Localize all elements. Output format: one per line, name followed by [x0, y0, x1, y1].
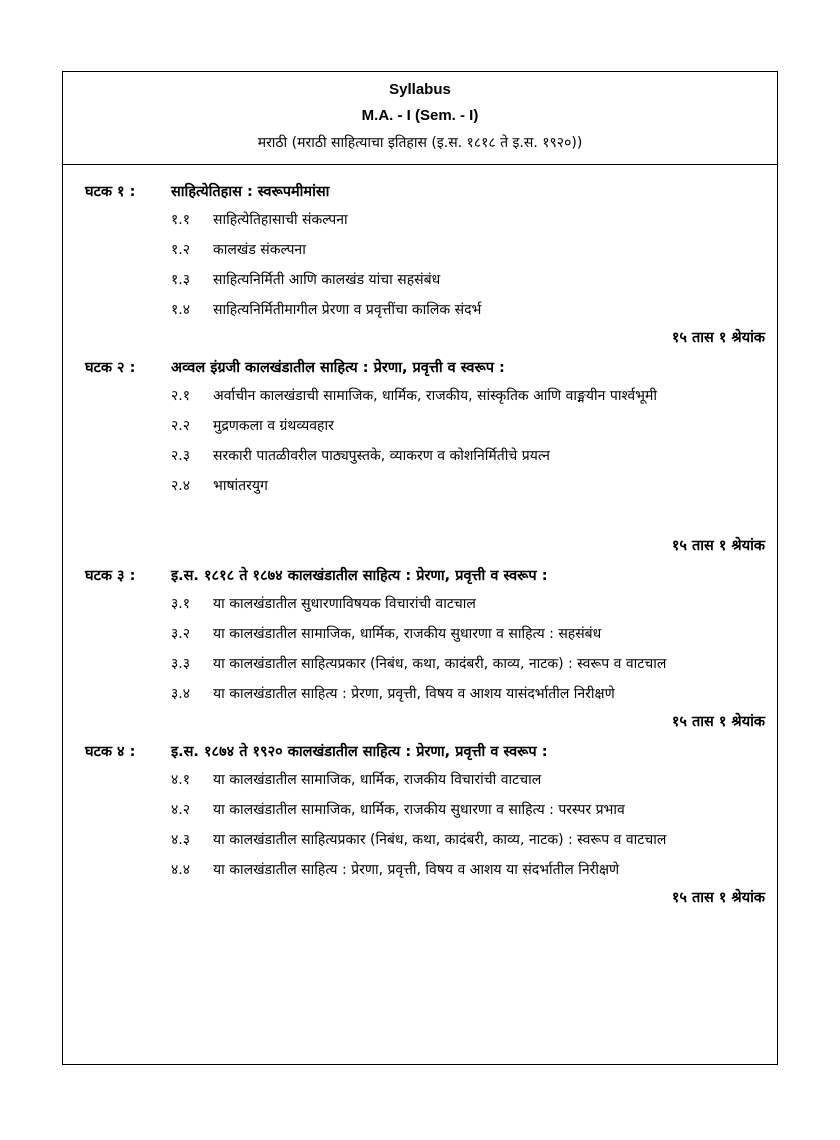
topic-item — [171, 295, 767, 325]
unit-2 — [85, 355, 767, 559]
topic-number: ३.३ — [171, 656, 191, 672]
course-name: M.A. - I (Sem. - I) — [361, 107, 479, 124]
unit-heading — [85, 739, 767, 765]
unit-title: इ.स. १८७४ ते १९२० कालखंडातील साहित्य : प्रेरणा, प्रवृत्ती व स्वरूप : — [171, 744, 548, 760]
topic-number: ३.४ — [171, 686, 191, 702]
unit-heading — [85, 179, 767, 205]
unit-label: घटक १ : — [85, 184, 136, 200]
topic-text: साहित्यनिर्मिती आणि कालखंड यांचा सहसंबंध — [213, 272, 441, 288]
topic-number: ४.२ — [171, 802, 191, 818]
topic-text: या कालखंडातील सामाजिक, धार्मिक, राजकीय सुधारणा व साहित्य : परस्पर प्रभाव — [213, 802, 625, 818]
topic-text: सरकारी पातळीवरील पाठ्यपुस्तके, व्याकरण व कोशनिर्मितीचे प्रयत्न — [213, 448, 550, 464]
unit-4 — [85, 739, 767, 911]
unit-credits: १५ तास १ श्रेयांक — [671, 330, 765, 346]
topic-text: या कालखंडातील सामाजिक, धार्मिक, राजकीय सुधारणा व साहित्य : सहसंबंध — [213, 626, 602, 642]
unit-title: इ.स. १८१८ ते १८७४ कालखंडातील साहित्य : प्रेरणा, प्रवृत्ती व स्वरूप : — [171, 568, 548, 584]
topic-item — [171, 235, 767, 265]
topic-item — [171, 589, 767, 619]
topic-number: २.१ — [171, 388, 191, 404]
topic-text: या कालखंडातील साहित्य : प्रेरणा, प्रवृत्ती, विषय व आशय यासंदर्भातील निरीक्षणे — [213, 686, 615, 702]
topic-item — [171, 679, 767, 709]
topic-number: २.३ — [171, 448, 191, 464]
spacer — [85, 501, 767, 533]
topic-number: ४.१ — [171, 772, 191, 788]
topic-text: मुद्रणकला व ग्रंथव्यवहार — [213, 418, 334, 434]
topic-item — [171, 765, 767, 795]
topic-text: कालखंड संकल्पना — [213, 242, 306, 258]
topic-item — [171, 619, 767, 649]
topic-item — [171, 265, 767, 295]
topic-item — [171, 411, 767, 441]
topic-item — [171, 441, 767, 471]
topic-number: ४.३ — [171, 832, 191, 848]
syllabus-frame — [62, 71, 778, 1065]
unit-heading — [85, 563, 767, 589]
syllabus-header — [63, 72, 777, 165]
topic-number: २.४ — [171, 478, 191, 494]
topic-number: १.१ — [171, 212, 191, 228]
unit-title: अव्वल इंग्रजी कालखंडातील साहित्य : प्रेरणा, प्रवृत्ती व स्वरूप : — [171, 360, 505, 376]
unit-heading — [85, 355, 767, 381]
topic-number: २.२ — [171, 418, 191, 434]
topic-text: साहित्येतिहासाची संकल्पना — [213, 212, 348, 228]
topic-item — [171, 825, 767, 855]
unit-credits: १५ तास १ श्रेयांक — [671, 714, 765, 730]
unit-label: घटक २ : — [85, 360, 136, 376]
topic-item — [171, 381, 767, 411]
topic-number: ३.१ — [171, 596, 191, 612]
topic-item — [171, 649, 767, 679]
topic-text: या कालखंडातील सामाजिक, धार्मिक, राजकीय विचारांची वाटचाल — [213, 772, 542, 788]
unit-credits: १५ तास १ श्रेयांक — [671, 538, 765, 554]
topic-item — [171, 471, 767, 501]
topic-number: १.२ — [171, 242, 191, 258]
topic-text: या कालखंडातील साहित्य : प्रेरणा, प्रवृत्ती, विषय व आशय या संदर्भातील निरीक्षणे — [213, 862, 620, 878]
topic-text: या कालखंडातील सुधारणाविषयक विचारांची वाटचाल — [213, 596, 476, 612]
topic-number: ४.४ — [171, 862, 191, 878]
unit-1 — [85, 179, 767, 351]
paper-title: मराठी (मराठी साहित्याचा इतिहास (इ.स. १८१८ ते इ.स. १९२०)) — [257, 135, 583, 151]
syllabus-title: Syllabus — [389, 81, 451, 98]
topic-text: साहित्यनिर्मितीमागील प्रेरणा व प्रवृत्तींचा कालिक संदर्भ — [213, 302, 482, 318]
topic-item — [171, 855, 767, 885]
topic-text: भाषांतरयुग — [213, 478, 268, 494]
topic-item — [171, 795, 767, 825]
unit-3 — [85, 563, 767, 735]
topic-text: या कालखंडातील साहित्यप्रकार (निबंध, कथा, कादंबरी, काव्य, नाटक) : स्वरूप व वाटचाल — [213, 832, 667, 848]
topic-text: या कालखंडातील साहित्यप्रकार (निबंध, कथा, कादंबरी, काव्य, नाटक) : स्वरूप व वाटचाल — [213, 656, 667, 672]
unit-label: घटक ३ : — [85, 568, 136, 584]
topic-number: १.३ — [171, 272, 191, 288]
unit-label: घटक ४ : — [85, 744, 136, 760]
topic-number: १.४ — [171, 302, 191, 318]
topic-item — [171, 205, 767, 235]
topic-text: अर्वाचीन कालखंडाची सामाजिक, धार्मिक, राजकीय, सांस्कृतिक आणि वाङ्मयीन पार्श्वभूमी — [213, 388, 658, 404]
syllabus-body — [63, 165, 777, 911]
unit-credits: १५ तास १ श्रेयांक — [671, 890, 765, 906]
topic-number: ३.२ — [171, 626, 191, 642]
unit-title: साहित्येतिहास : स्वरूपमीमांसा — [171, 184, 330, 200]
